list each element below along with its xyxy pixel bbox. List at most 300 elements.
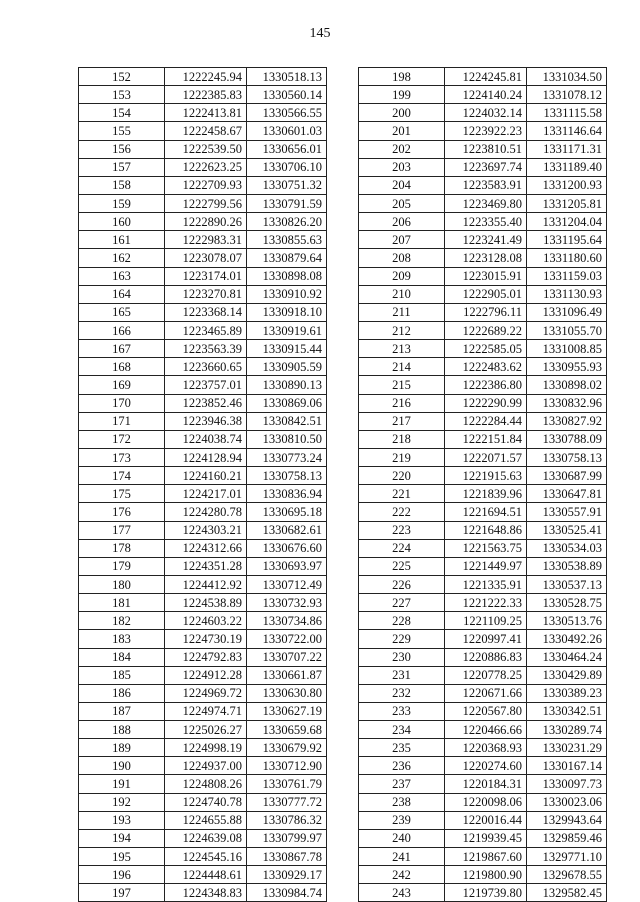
x-coordinate-cell: 1224303.21 (165, 521, 247, 539)
table-row (79, 122, 327, 140)
y-coordinate-cell: 1330984.74 (247, 884, 327, 902)
y-coordinate-cell: 1330786.32 (247, 811, 327, 829)
point-number-cell: 224 (359, 539, 445, 557)
point-number-cell: 218 (359, 430, 445, 448)
point-number-cell: 174 (79, 467, 165, 485)
x-coordinate-cell: 1223078.07 (165, 249, 247, 267)
point-number-cell: 156 (79, 140, 165, 158)
point-number-cell: 198 (359, 68, 445, 86)
point-number-cell: 231 (359, 666, 445, 684)
table-row (359, 485, 607, 503)
x-coordinate-cell: 1224412.92 (165, 575, 247, 593)
table-row (359, 412, 607, 430)
y-coordinate-cell: 1331195.64 (527, 231, 607, 249)
x-coordinate-cell: 1224655.88 (165, 811, 247, 829)
x-coordinate-cell: 1223174.01 (165, 267, 247, 285)
point-number-cell: 190 (79, 757, 165, 775)
x-coordinate-cell: 1223922.23 (445, 122, 527, 140)
table-row (79, 376, 327, 394)
point-number-cell: 226 (359, 575, 445, 593)
y-coordinate-cell: 1330656.01 (247, 140, 327, 158)
y-coordinate-cell: 1330788.09 (527, 430, 607, 448)
table-row (359, 594, 607, 612)
point-number-cell: 172 (79, 430, 165, 448)
y-coordinate-cell: 1330712.49 (247, 575, 327, 593)
x-coordinate-cell: 1224038.74 (165, 430, 247, 448)
point-number-cell: 200 (359, 104, 445, 122)
x-coordinate-cell: 1222284.44 (445, 412, 527, 430)
y-coordinate-cell: 1331159.03 (527, 267, 607, 285)
point-number-cell: 222 (359, 503, 445, 521)
x-coordinate-cell: 1224140.24 (445, 86, 527, 104)
y-coordinate-cell: 1329771.10 (527, 848, 607, 866)
x-coordinate-cell: 1223465.89 (165, 321, 247, 339)
x-coordinate-cell: 1221563.75 (445, 539, 527, 557)
x-coordinate-cell: 1222071.57 (445, 448, 527, 466)
x-coordinate-cell: 1222983.31 (165, 231, 247, 249)
point-number-cell: 177 (79, 521, 165, 539)
x-coordinate-cell: 1222483.62 (445, 358, 527, 376)
x-coordinate-cell: 1224351.28 (165, 557, 247, 575)
table-row (79, 394, 327, 412)
x-coordinate-cell: 1222290.99 (445, 394, 527, 412)
y-coordinate-cell: 1330791.59 (247, 194, 327, 212)
x-coordinate-cell: 1222245.94 (165, 68, 247, 86)
table-row (359, 176, 607, 194)
table-row (79, 321, 327, 339)
y-coordinate-cell: 1330560.14 (247, 86, 327, 104)
y-coordinate-cell: 1330910.92 (247, 285, 327, 303)
table-row (359, 684, 607, 702)
coordinates-table-right (358, 67, 607, 902)
point-number-cell: 170 (79, 394, 165, 412)
point-number-cell: 205 (359, 194, 445, 212)
x-coordinate-cell: 1221449.97 (445, 557, 527, 575)
table-row (79, 412, 327, 430)
x-coordinate-cell: 1222905.01 (445, 285, 527, 303)
y-coordinate-cell: 1330659.68 (247, 721, 327, 739)
x-coordinate-cell: 1223852.46 (165, 394, 247, 412)
point-number-cell: 201 (359, 122, 445, 140)
y-coordinate-cell: 1331189.40 (527, 158, 607, 176)
point-number-cell: 180 (79, 575, 165, 593)
table-row (359, 122, 607, 140)
x-coordinate-cell: 1224969.72 (165, 684, 247, 702)
x-coordinate-cell: 1222585.05 (445, 340, 527, 358)
point-number-cell: 167 (79, 340, 165, 358)
y-coordinate-cell: 1331205.81 (527, 194, 607, 212)
point-number-cell: 228 (359, 612, 445, 630)
table-row (79, 848, 327, 866)
y-coordinate-cell: 1330898.08 (247, 267, 327, 285)
x-coordinate-cell: 1224538.89 (165, 594, 247, 612)
table-row (79, 285, 327, 303)
y-coordinate-cell: 1330097.73 (527, 775, 607, 793)
x-coordinate-cell: 1224912.28 (165, 666, 247, 684)
point-number-cell: 178 (79, 539, 165, 557)
point-number-cell: 242 (359, 866, 445, 884)
y-coordinate-cell: 1330389.23 (527, 684, 607, 702)
point-number-cell: 160 (79, 213, 165, 231)
x-coordinate-cell: 1222890.26 (165, 213, 247, 231)
y-coordinate-cell: 1330919.61 (247, 321, 327, 339)
table-row (79, 448, 327, 466)
point-number-cell: 238 (359, 793, 445, 811)
x-coordinate-cell: 1224639.08 (165, 829, 247, 847)
table-row (359, 194, 607, 212)
x-coordinate-cell: 1220997.41 (445, 630, 527, 648)
point-number-cell: 186 (79, 684, 165, 702)
table-row (79, 829, 327, 847)
x-coordinate-cell: 1219739.80 (445, 884, 527, 902)
table-row (359, 539, 607, 557)
y-coordinate-cell: 1331204.04 (527, 213, 607, 231)
point-number-cell: 216 (359, 394, 445, 412)
table-row (359, 630, 607, 648)
table-row (359, 285, 607, 303)
table-row (359, 848, 607, 866)
y-coordinate-cell: 1330898.02 (527, 376, 607, 394)
x-coordinate-cell: 1220567.80 (445, 702, 527, 720)
table-row (79, 485, 327, 503)
table-row (79, 757, 327, 775)
table-row (79, 176, 327, 194)
y-coordinate-cell: 1330761.79 (247, 775, 327, 793)
y-coordinate-cell: 1330773.24 (247, 448, 327, 466)
point-number-cell: 223 (359, 521, 445, 539)
y-coordinate-cell: 1330647.81 (527, 485, 607, 503)
x-coordinate-cell: 1224217.01 (165, 485, 247, 503)
point-number-cell: 235 (359, 739, 445, 757)
table-row (359, 249, 607, 267)
y-coordinate-cell: 1330706.10 (247, 158, 327, 176)
y-coordinate-cell: 1330492.26 (527, 630, 607, 648)
x-coordinate-cell: 1223270.81 (165, 285, 247, 303)
point-number-cell: 188 (79, 721, 165, 739)
point-number-cell: 230 (359, 648, 445, 666)
point-number-cell: 236 (359, 757, 445, 775)
point-number-cell: 153 (79, 86, 165, 104)
x-coordinate-cell: 1224032.14 (445, 104, 527, 122)
x-coordinate-cell: 1223660.65 (165, 358, 247, 376)
table-row (359, 358, 607, 376)
x-coordinate-cell: 1223368.14 (165, 303, 247, 321)
table-row (359, 503, 607, 521)
table-row (359, 666, 607, 684)
table-row (79, 340, 327, 358)
table-row (79, 575, 327, 593)
x-coordinate-cell: 1224280.78 (165, 503, 247, 521)
x-coordinate-cell: 1220184.31 (445, 775, 527, 793)
table-row (79, 557, 327, 575)
table-row (79, 158, 327, 176)
point-number-cell: 192 (79, 793, 165, 811)
x-coordinate-cell: 1224740.78 (165, 793, 247, 811)
table-row (359, 757, 607, 775)
x-coordinate-cell: 1223697.74 (445, 158, 527, 176)
x-coordinate-cell: 1221335.91 (445, 575, 527, 593)
point-number-cell: 227 (359, 594, 445, 612)
y-coordinate-cell: 1330777.72 (247, 793, 327, 811)
point-number-cell: 179 (79, 557, 165, 575)
table-row (359, 213, 607, 231)
point-number-cell: 206 (359, 213, 445, 231)
table-row (79, 86, 327, 104)
table-row (79, 612, 327, 630)
point-number-cell: 229 (359, 630, 445, 648)
table-row (359, 430, 607, 448)
point-number-cell: 191 (79, 775, 165, 793)
y-coordinate-cell: 1330929.17 (247, 866, 327, 884)
point-number-cell: 194 (79, 829, 165, 847)
table-row (79, 811, 327, 829)
table-row (79, 358, 327, 376)
x-coordinate-cell: 1219867.60 (445, 848, 527, 866)
point-number-cell: 165 (79, 303, 165, 321)
table-row (359, 739, 607, 757)
y-coordinate-cell: 1330869.06 (247, 394, 327, 412)
table-row (79, 594, 327, 612)
x-coordinate-cell: 1223946.38 (165, 412, 247, 430)
y-coordinate-cell: 1330679.92 (247, 739, 327, 757)
point-number-cell: 212 (359, 321, 445, 339)
point-number-cell: 203 (359, 158, 445, 176)
x-coordinate-cell: 1223469.80 (445, 194, 527, 212)
point-number-cell: 204 (359, 176, 445, 194)
x-coordinate-cell: 1222799.56 (165, 194, 247, 212)
point-number-cell: 195 (79, 848, 165, 866)
x-coordinate-cell: 1224160.21 (165, 467, 247, 485)
table-row (359, 557, 607, 575)
table-row (79, 739, 327, 757)
table-row (359, 68, 607, 86)
point-number-cell: 189 (79, 739, 165, 757)
point-number-cell: 217 (359, 412, 445, 430)
x-coordinate-cell: 1224808.26 (165, 775, 247, 793)
y-coordinate-cell: 1330842.51 (247, 412, 327, 430)
y-coordinate-cell: 1329859.46 (527, 829, 607, 847)
x-coordinate-cell: 1222689.22 (445, 321, 527, 339)
y-coordinate-cell: 1331180.60 (527, 249, 607, 267)
point-number-cell: 161 (79, 231, 165, 249)
table-row (359, 158, 607, 176)
x-coordinate-cell: 1224545.16 (165, 848, 247, 866)
table-row (359, 140, 607, 158)
y-coordinate-cell: 1331146.64 (527, 122, 607, 140)
y-coordinate-cell: 1330693.97 (247, 557, 327, 575)
x-coordinate-cell: 1222385.83 (165, 86, 247, 104)
y-coordinate-cell: 1330915.44 (247, 340, 327, 358)
x-coordinate-cell: 1223583.91 (445, 176, 527, 194)
point-number-cell: 219 (359, 448, 445, 466)
y-coordinate-cell: 1330827.92 (527, 412, 607, 430)
point-number-cell: 182 (79, 612, 165, 630)
point-number-cell: 158 (79, 176, 165, 194)
y-coordinate-cell: 1330167.14 (527, 757, 607, 775)
point-number-cell: 234 (359, 721, 445, 739)
point-number-cell: 240 (359, 829, 445, 847)
y-coordinate-cell: 1330518.13 (247, 68, 327, 86)
table-row (359, 394, 607, 412)
x-coordinate-cell: 1222796.11 (445, 303, 527, 321)
point-number-cell: 225 (359, 557, 445, 575)
table-row (79, 213, 327, 231)
y-coordinate-cell: 1330867.78 (247, 848, 327, 866)
x-coordinate-cell: 1222386.80 (445, 376, 527, 394)
y-coordinate-cell: 1330528.75 (527, 594, 607, 612)
table-row (359, 775, 607, 793)
table-row (79, 630, 327, 648)
point-number-cell: 171 (79, 412, 165, 430)
y-coordinate-cell: 1330687.99 (527, 467, 607, 485)
point-number-cell: 159 (79, 194, 165, 212)
y-coordinate-cell: 1330342.51 (527, 702, 607, 720)
point-number-cell: 207 (359, 231, 445, 249)
table-row (359, 340, 607, 358)
x-coordinate-cell: 1222458.67 (165, 122, 247, 140)
x-coordinate-cell: 1223757.01 (165, 376, 247, 394)
y-coordinate-cell: 1330758.13 (527, 448, 607, 466)
y-coordinate-cell: 1330722.00 (247, 630, 327, 648)
y-coordinate-cell: 1330758.13 (247, 467, 327, 485)
table-row (359, 811, 607, 829)
y-coordinate-cell: 1331078.12 (527, 86, 607, 104)
table-row (359, 702, 607, 720)
point-number-cell: 154 (79, 104, 165, 122)
point-number-cell: 221 (359, 485, 445, 503)
y-coordinate-cell: 1329582.45 (527, 884, 607, 902)
y-coordinate-cell: 1330712.90 (247, 757, 327, 775)
y-coordinate-cell: 1330429.89 (527, 666, 607, 684)
table-row (359, 321, 607, 339)
y-coordinate-cell: 1330023.06 (527, 793, 607, 811)
y-coordinate-cell: 1330707.22 (247, 648, 327, 666)
y-coordinate-cell: 1330751.32 (247, 176, 327, 194)
point-number-cell: 232 (359, 684, 445, 702)
table-row (79, 303, 327, 321)
y-coordinate-cell: 1330661.87 (247, 666, 327, 684)
table-row (79, 140, 327, 158)
x-coordinate-cell: 1224998.19 (165, 739, 247, 757)
point-number-cell: 215 (359, 376, 445, 394)
x-coordinate-cell: 1222151.84 (445, 430, 527, 448)
table-row (359, 884, 607, 902)
point-number-cell: 196 (79, 866, 165, 884)
x-coordinate-cell: 1224348.83 (165, 884, 247, 902)
point-number-cell: 185 (79, 666, 165, 684)
y-coordinate-cell: 1330289.74 (527, 721, 607, 739)
table-row (79, 231, 327, 249)
point-number-cell: 213 (359, 340, 445, 358)
point-number-cell: 175 (79, 485, 165, 503)
table-row (359, 829, 607, 847)
x-coordinate-cell: 1221109.25 (445, 612, 527, 630)
y-coordinate-cell: 1330918.10 (247, 303, 327, 321)
x-coordinate-cell: 1224128.94 (165, 448, 247, 466)
y-coordinate-cell: 1330734.86 (247, 612, 327, 630)
x-coordinate-cell: 1225026.27 (165, 721, 247, 739)
y-coordinate-cell: 1330627.19 (247, 702, 327, 720)
point-number-cell: 187 (79, 702, 165, 720)
x-coordinate-cell: 1219939.45 (445, 829, 527, 847)
y-coordinate-cell: 1330732.93 (247, 594, 327, 612)
y-coordinate-cell: 1330538.89 (527, 557, 607, 575)
table-row (79, 884, 327, 902)
y-coordinate-cell: 1330630.80 (247, 684, 327, 702)
table-row (359, 793, 607, 811)
point-number-cell: 241 (359, 848, 445, 866)
x-coordinate-cell: 1220016.44 (445, 811, 527, 829)
y-coordinate-cell: 1330879.64 (247, 249, 327, 267)
table-row (359, 104, 607, 122)
table-row (359, 612, 607, 630)
y-coordinate-cell: 1330955.93 (527, 358, 607, 376)
point-number-cell: 166 (79, 321, 165, 339)
point-number-cell: 168 (79, 358, 165, 376)
x-coordinate-cell: 1220098.06 (445, 793, 527, 811)
x-coordinate-cell: 1224730.19 (165, 630, 247, 648)
x-coordinate-cell: 1221694.51 (445, 503, 527, 521)
table-row (359, 866, 607, 884)
x-coordinate-cell: 1220886.83 (445, 648, 527, 666)
point-number-cell: 155 (79, 122, 165, 140)
page-number: 145 (309, 26, 331, 41)
y-coordinate-cell: 1331130.93 (527, 285, 607, 303)
table-row (79, 702, 327, 720)
x-coordinate-cell: 1220671.66 (445, 684, 527, 702)
x-coordinate-cell: 1223128.08 (445, 249, 527, 267)
table-row (359, 267, 607, 285)
x-coordinate-cell: 1223015.91 (445, 267, 527, 285)
y-coordinate-cell: 1329678.55 (527, 866, 607, 884)
point-number-cell: 243 (359, 884, 445, 902)
table-row (79, 793, 327, 811)
x-coordinate-cell: 1223810.51 (445, 140, 527, 158)
x-coordinate-cell: 1220368.93 (445, 739, 527, 757)
y-coordinate-cell: 1330464.24 (527, 648, 607, 666)
table-row (79, 866, 327, 884)
x-coordinate-cell: 1221915.63 (445, 467, 527, 485)
table-row (359, 521, 607, 539)
table-row (79, 267, 327, 285)
x-coordinate-cell: 1221839.96 (445, 485, 527, 503)
x-coordinate-cell: 1223563.39 (165, 340, 247, 358)
point-number-cell: 193 (79, 811, 165, 829)
x-coordinate-cell: 1219800.90 (445, 866, 527, 884)
y-coordinate-cell: 1330566.55 (247, 104, 327, 122)
y-coordinate-cell: 1330810.50 (247, 430, 327, 448)
point-number-cell: 208 (359, 249, 445, 267)
table-row (79, 666, 327, 684)
table-row (359, 376, 607, 394)
y-coordinate-cell: 1330676.60 (247, 539, 327, 557)
y-coordinate-cell: 1331200.93 (527, 176, 607, 194)
x-coordinate-cell: 1222539.50 (165, 140, 247, 158)
x-coordinate-cell: 1222623.25 (165, 158, 247, 176)
y-coordinate-cell: 1330890.13 (247, 376, 327, 394)
table-row (79, 68, 327, 86)
point-number-cell: 233 (359, 702, 445, 720)
point-number-cell: 183 (79, 630, 165, 648)
table-row (359, 86, 607, 104)
y-coordinate-cell: 1330557.91 (527, 503, 607, 521)
y-coordinate-cell: 1330695.18 (247, 503, 327, 521)
y-coordinate-cell: 1330534.03 (527, 539, 607, 557)
y-coordinate-cell: 1330836.94 (247, 485, 327, 503)
x-coordinate-cell: 1224448.61 (165, 866, 247, 884)
table-row (359, 303, 607, 321)
point-number-cell: 211 (359, 303, 445, 321)
